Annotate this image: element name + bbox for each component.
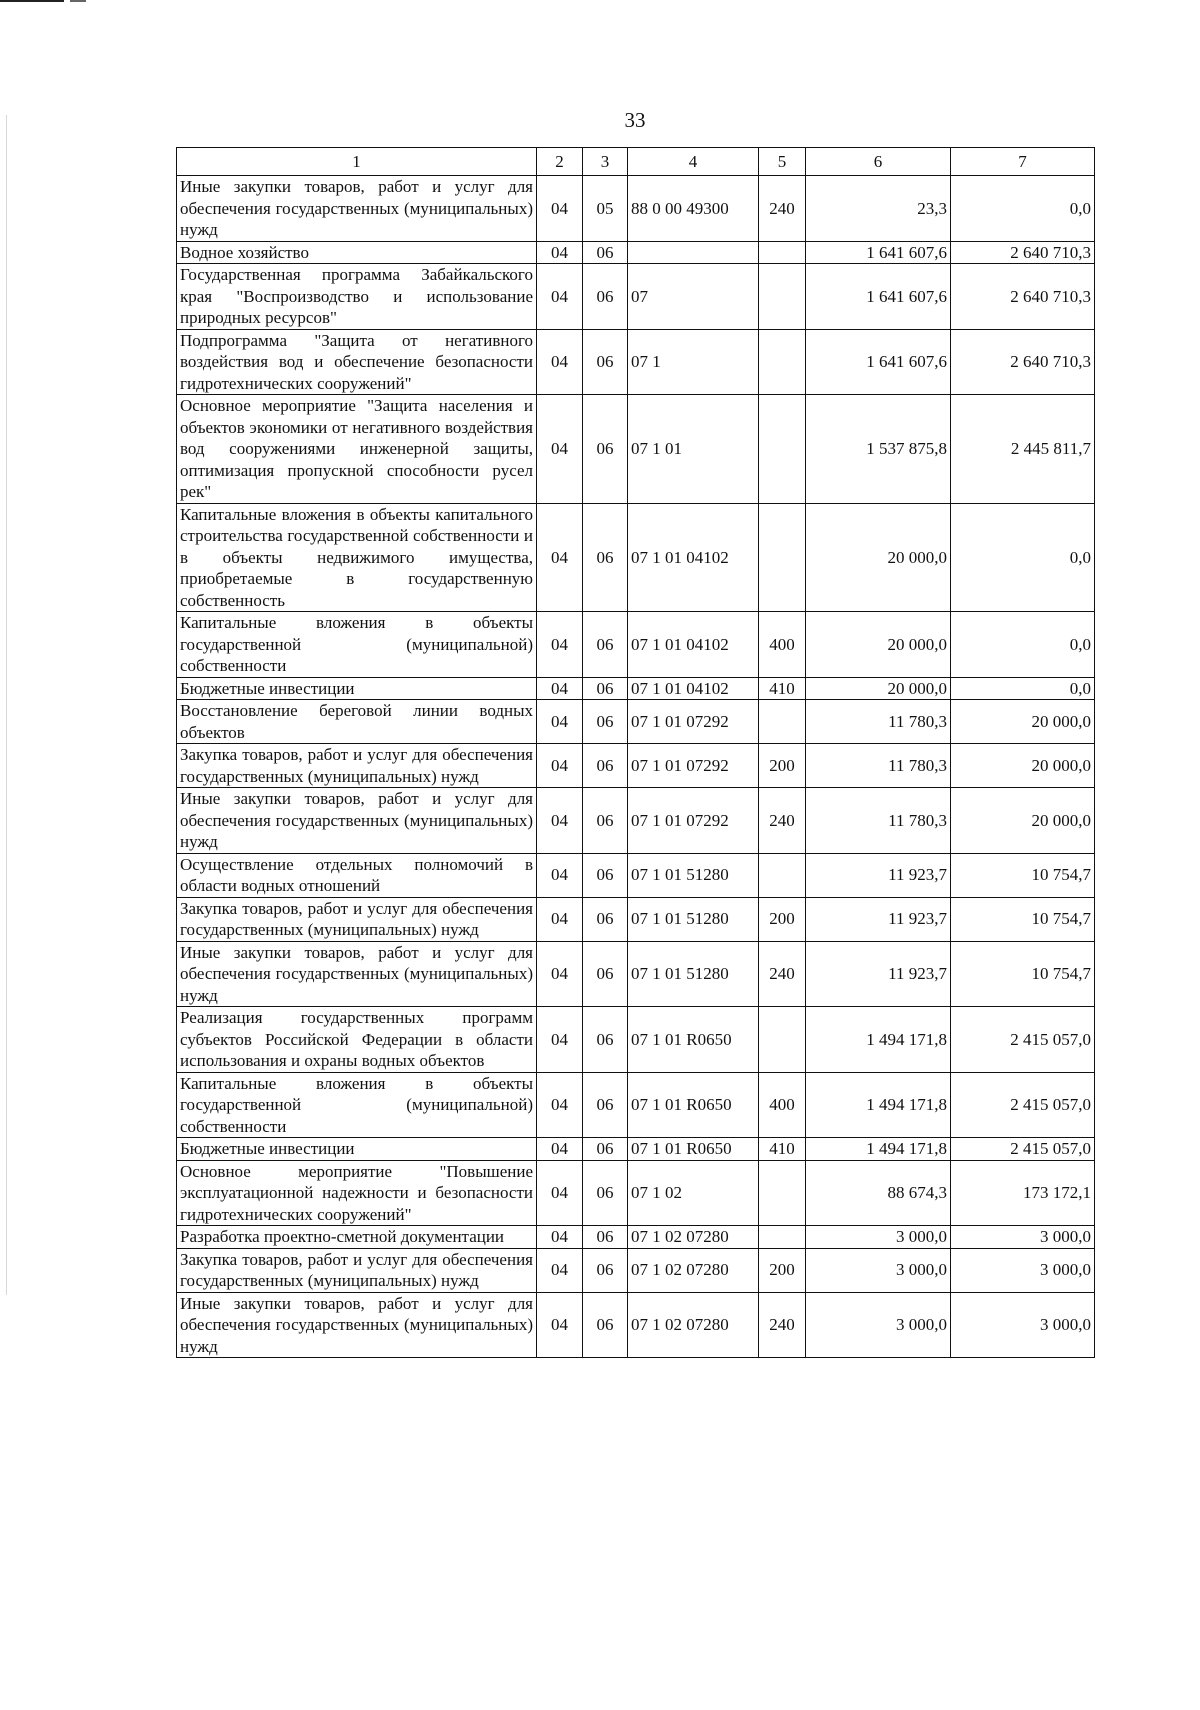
expense-type-cell <box>759 395 806 504</box>
expense-name-cell: Капитальные вложения в объекты капитального строительства государственной собственности и в объекты недвижимого имущества, приобретаемые в государственную собственность <box>177 503 537 612</box>
amount-year2-cell: 3 000,0 <box>951 1226 1095 1249</box>
section-code-cell: 04 <box>537 176 583 242</box>
target-article-cell: 07 1 01 R0650 <box>628 1007 759 1073</box>
table-row <box>177 1226 1095 1249</box>
target-article-cell: 07 1 01 <box>628 395 759 504</box>
table-row <box>177 1248 1095 1292</box>
table-row <box>177 329 1095 395</box>
amount-year2-cell: 0,0 <box>951 176 1095 242</box>
column-header: 6 <box>806 148 951 176</box>
section-code-cell: 04 <box>537 329 583 395</box>
section-code-cell: 04 <box>537 1072 583 1138</box>
subsection-code-cell: 06 <box>583 1007 628 1073</box>
expense-type-cell: 400 <box>759 1072 806 1138</box>
table-row <box>177 700 1095 744</box>
target-article-cell <box>628 241 759 264</box>
header-row <box>177 148 1095 176</box>
amount-year2-cell: 2 640 710,3 <box>951 329 1095 395</box>
amount-year1-cell: 1 641 607,6 <box>806 241 951 264</box>
amount-year1-cell: 11 923,7 <box>806 853 951 897</box>
section-code-cell: 04 <box>537 788 583 854</box>
expense-name-cell: Основное мероприятие "Повышение эксплуатационной надежности и безопасности гидротехнических сооружений" <box>177 1160 537 1226</box>
section-code-cell: 04 <box>537 1160 583 1226</box>
amount-year2-cell: 0,0 <box>951 677 1095 700</box>
expense-name-cell: Реализация государственных программ субъектов Российской Федерации в области использования и охраны водных объектов <box>177 1007 537 1073</box>
expense-name-cell: Водное хозяйство <box>177 241 537 264</box>
target-article-cell: 07 1 01 07292 <box>628 700 759 744</box>
subsection-code-cell: 06 <box>583 1138 628 1161</box>
section-code-cell: 04 <box>537 395 583 504</box>
amount-year1-cell: 1 641 607,6 <box>806 264 951 330</box>
amount-year2-cell: 10 754,7 <box>951 897 1095 941</box>
expense-type-cell <box>759 503 806 612</box>
target-article-cell: 07 1 01 04102 <box>628 612 759 678</box>
section-code-cell: 04 <box>537 897 583 941</box>
subsection-code-cell: 06 <box>583 941 628 1007</box>
section-code-cell: 04 <box>537 241 583 264</box>
table-row <box>177 1292 1095 1358</box>
subsection-code-cell: 06 <box>583 788 628 854</box>
target-article-cell: 07 1 <box>628 329 759 395</box>
target-article-cell: 88 0 00 49300 <box>628 176 759 242</box>
expense-name-cell: Бюджетные инвестиции <box>177 1138 537 1161</box>
expense-type-cell <box>759 329 806 395</box>
amount-year2-cell: 10 754,7 <box>951 941 1095 1007</box>
amount-year1-cell: 1 494 171,8 <box>806 1138 951 1161</box>
target-article-cell: 07 1 02 07280 <box>628 1226 759 1249</box>
expense-type-cell: 240 <box>759 1292 806 1358</box>
section-code-cell: 04 <box>537 264 583 330</box>
expense-type-cell <box>759 264 806 330</box>
amount-year1-cell: 11 780,3 <box>806 788 951 854</box>
column-header: 7 <box>951 148 1095 176</box>
section-code-cell: 04 <box>537 700 583 744</box>
amount-year2-cell: 2 640 710,3 <box>951 241 1095 264</box>
amount-year2-cell: 2 415 057,0 <box>951 1138 1095 1161</box>
expense-type-cell: 200 <box>759 1248 806 1292</box>
expense-type-cell <box>759 1226 806 1249</box>
amount-year2-cell: 2 415 057,0 <box>951 1072 1095 1138</box>
amount-year2-cell: 20 000,0 <box>951 744 1095 788</box>
subsection-code-cell: 06 <box>583 1226 628 1249</box>
expense-type-cell: 200 <box>759 744 806 788</box>
target-article-cell: 07 1 02 07280 <box>628 1248 759 1292</box>
expense-name-cell: Закупка товаров, работ и услуг для обеспечения государственных (муниципальных) нужд <box>177 744 537 788</box>
amount-year1-cell: 1 494 171,8 <box>806 1072 951 1138</box>
amount-year2-cell: 3 000,0 <box>951 1292 1095 1358</box>
expense-type-cell <box>759 700 806 744</box>
amount-year2-cell: 20 000,0 <box>951 788 1095 854</box>
subsection-code-cell: 06 <box>583 744 628 788</box>
amount-year2-cell: 2 445 811,7 <box>951 395 1095 504</box>
amount-year1-cell: 11 780,3 <box>806 744 951 788</box>
expense-name-cell: Бюджетные инвестиции <box>177 677 537 700</box>
column-header: 2 <box>537 148 583 176</box>
column-header: 4 <box>628 148 759 176</box>
column-header: 1 <box>177 148 537 176</box>
amount-year2-cell: 0,0 <box>951 503 1095 612</box>
target-article-cell: 07 1 01 R0650 <box>628 1138 759 1161</box>
amount-year1-cell: 88 674,3 <box>806 1160 951 1226</box>
page-number: 33 <box>624 108 646 132</box>
subsection-code-cell: 06 <box>583 241 628 264</box>
scan-edge-mark <box>70 0 86 2</box>
amount-year1-cell: 11 923,7 <box>806 897 951 941</box>
table-row <box>177 788 1095 854</box>
amount-year1-cell: 3 000,0 <box>806 1226 951 1249</box>
expense-name-cell: Подпрограмма "Защита от негативного воздействия вод и обеспечение безопасности гидротехнических сооружений" <box>177 329 537 395</box>
subsection-code-cell: 06 <box>583 264 628 330</box>
expense-name-cell: Иные закупки товаров, работ и услуг для обеспечения государственных (муниципальных) нужд <box>177 1292 537 1358</box>
table-row <box>177 612 1095 678</box>
subsection-code-cell: 06 <box>583 1292 628 1358</box>
table-row <box>177 241 1095 264</box>
section-code-cell: 04 <box>537 503 583 612</box>
expense-name-cell: Капитальные вложения в объекты государственной (муниципальной) собственности <box>177 612 537 678</box>
expense-name-cell: Иные закупки товаров, работ и услуг для обеспечения государственных (муниципальных) нужд <box>177 176 537 242</box>
table-row <box>177 1072 1095 1138</box>
amount-year1-cell: 3 000,0 <box>806 1248 951 1292</box>
amount-year1-cell: 11 780,3 <box>806 700 951 744</box>
target-article-cell: 07 1 01 51280 <box>628 941 759 1007</box>
expense-name-cell: Разработка проектно-сметной документации <box>177 1226 537 1249</box>
expense-name-cell: Иные закупки товаров, работ и услуг для обеспечения государственных (муниципальных) нужд <box>177 788 537 854</box>
expense-type-cell <box>759 1007 806 1073</box>
expense-type-cell: 200 <box>759 897 806 941</box>
amount-year2-cell: 3 000,0 <box>951 1248 1095 1292</box>
target-article-cell: 07 <box>628 264 759 330</box>
target-article-cell: 07 1 02 07280 <box>628 1292 759 1358</box>
expense-name-cell: Государственная программа Забайкальского края "Воспроизводство и использование природных ресурсов" <box>177 264 537 330</box>
table-row <box>177 395 1095 504</box>
amount-year1-cell: 3 000,0 <box>806 1292 951 1358</box>
expense-type-cell: 410 <box>759 1138 806 1161</box>
amount-year2-cell: 2 640 710,3 <box>951 264 1095 330</box>
table-row <box>177 1138 1095 1161</box>
expense-type-cell <box>759 853 806 897</box>
table-row <box>177 677 1095 700</box>
expense-name-cell: Капитальные вложения в объекты государственной (муниципальной) собственности <box>177 1072 537 1138</box>
section-code-cell: 04 <box>537 941 583 1007</box>
subsection-code-cell: 06 <box>583 700 628 744</box>
amount-year1-cell: 1 494 171,8 <box>806 1007 951 1073</box>
expense-name-cell: Восстановление береговой линии водных объектов <box>177 700 537 744</box>
subsection-code-cell: 05 <box>583 176 628 242</box>
table-row <box>177 941 1095 1007</box>
amount-year1-cell: 1 537 875,8 <box>806 395 951 504</box>
scan-edge-line <box>6 115 7 1295</box>
amount-year2-cell: 10 754,7 <box>951 853 1095 897</box>
subsection-code-cell: 06 <box>583 1160 628 1226</box>
subsection-code-cell: 06 <box>583 329 628 395</box>
amount-year2-cell: 173 172,1 <box>951 1160 1095 1226</box>
column-header: 5 <box>759 148 806 176</box>
table-row <box>177 744 1095 788</box>
subsection-code-cell: 06 <box>583 612 628 678</box>
subsection-code-cell: 06 <box>583 897 628 941</box>
subsection-code-cell: 06 <box>583 853 628 897</box>
target-article-cell: 07 1 01 R0650 <box>628 1072 759 1138</box>
table-row <box>177 1007 1095 1073</box>
section-code-cell: 04 <box>537 1138 583 1161</box>
expense-type-cell <box>759 241 806 264</box>
section-code-cell: 04 <box>537 1226 583 1249</box>
subsection-code-cell: 06 <box>583 503 628 612</box>
table-row <box>177 503 1095 612</box>
target-article-cell: 07 1 01 51280 <box>628 853 759 897</box>
amount-year2-cell: 2 415 057,0 <box>951 1007 1095 1073</box>
expense-type-cell: 240 <box>759 788 806 854</box>
expense-type-cell <box>759 1160 806 1226</box>
target-article-cell: 07 1 01 07292 <box>628 788 759 854</box>
table-row <box>177 853 1095 897</box>
amount-year1-cell: 20 000,0 <box>806 503 951 612</box>
amount-year1-cell: 20 000,0 <box>806 612 951 678</box>
amount-year2-cell: 0,0 <box>951 612 1095 678</box>
target-article-cell: 07 1 01 07292 <box>628 744 759 788</box>
target-article-cell: 07 1 01 04102 <box>628 677 759 700</box>
expense-name-cell: Закупка товаров, работ и услуг для обеспечения государственных (муниципальных) нужд <box>177 897 537 941</box>
target-article-cell: 07 1 01 04102 <box>628 503 759 612</box>
expense-name-cell: Основное мероприятие "Защита населения и объектов экономики от негативного воздействия вод сооружениями инженерной защиты, оптимизация пропускной способности русел рек" <box>177 395 537 504</box>
budget-table <box>176 147 1095 1358</box>
expense-type-cell: 400 <box>759 612 806 678</box>
scan-edge-mark <box>0 0 64 2</box>
subsection-code-cell: 06 <box>583 677 628 700</box>
table-row <box>177 897 1095 941</box>
table-row <box>177 264 1095 330</box>
section-code-cell: 04 <box>537 677 583 700</box>
section-code-cell: 04 <box>537 1248 583 1292</box>
expense-name-cell: Закупка товаров, работ и услуг для обеспечения государственных (муниципальных) нужд <box>177 1248 537 1292</box>
amount-year2-cell: 20 000,0 <box>951 700 1095 744</box>
amount-year1-cell: 23,3 <box>806 176 951 242</box>
section-code-cell: 04 <box>537 612 583 678</box>
section-code-cell: 04 <box>537 853 583 897</box>
amount-year1-cell: 20 000,0 <box>806 677 951 700</box>
expense-type-cell: 240 <box>759 941 806 1007</box>
amount-year1-cell: 1 641 607,6 <box>806 329 951 395</box>
section-code-cell: 04 <box>537 744 583 788</box>
column-header: 3 <box>583 148 628 176</box>
amount-year1-cell: 11 923,7 <box>806 941 951 1007</box>
table-row <box>177 176 1095 242</box>
expense-name-cell: Осуществление отдельных полномочий в области водных отношений <box>177 853 537 897</box>
subsection-code-cell: 06 <box>583 1248 628 1292</box>
expense-type-cell: 240 <box>759 176 806 242</box>
section-code-cell: 04 <box>537 1007 583 1073</box>
target-article-cell: 07 1 02 <box>628 1160 759 1226</box>
table-row <box>177 1160 1095 1226</box>
section-code-cell: 04 <box>537 1292 583 1358</box>
expense-type-cell: 410 <box>759 677 806 700</box>
subsection-code-cell: 06 <box>583 1072 628 1138</box>
subsection-code-cell: 06 <box>583 395 628 504</box>
expense-name-cell: Иные закупки товаров, работ и услуг для обеспечения государственных (муниципальных) нужд <box>177 941 537 1007</box>
target-article-cell: 07 1 01 51280 <box>628 897 759 941</box>
